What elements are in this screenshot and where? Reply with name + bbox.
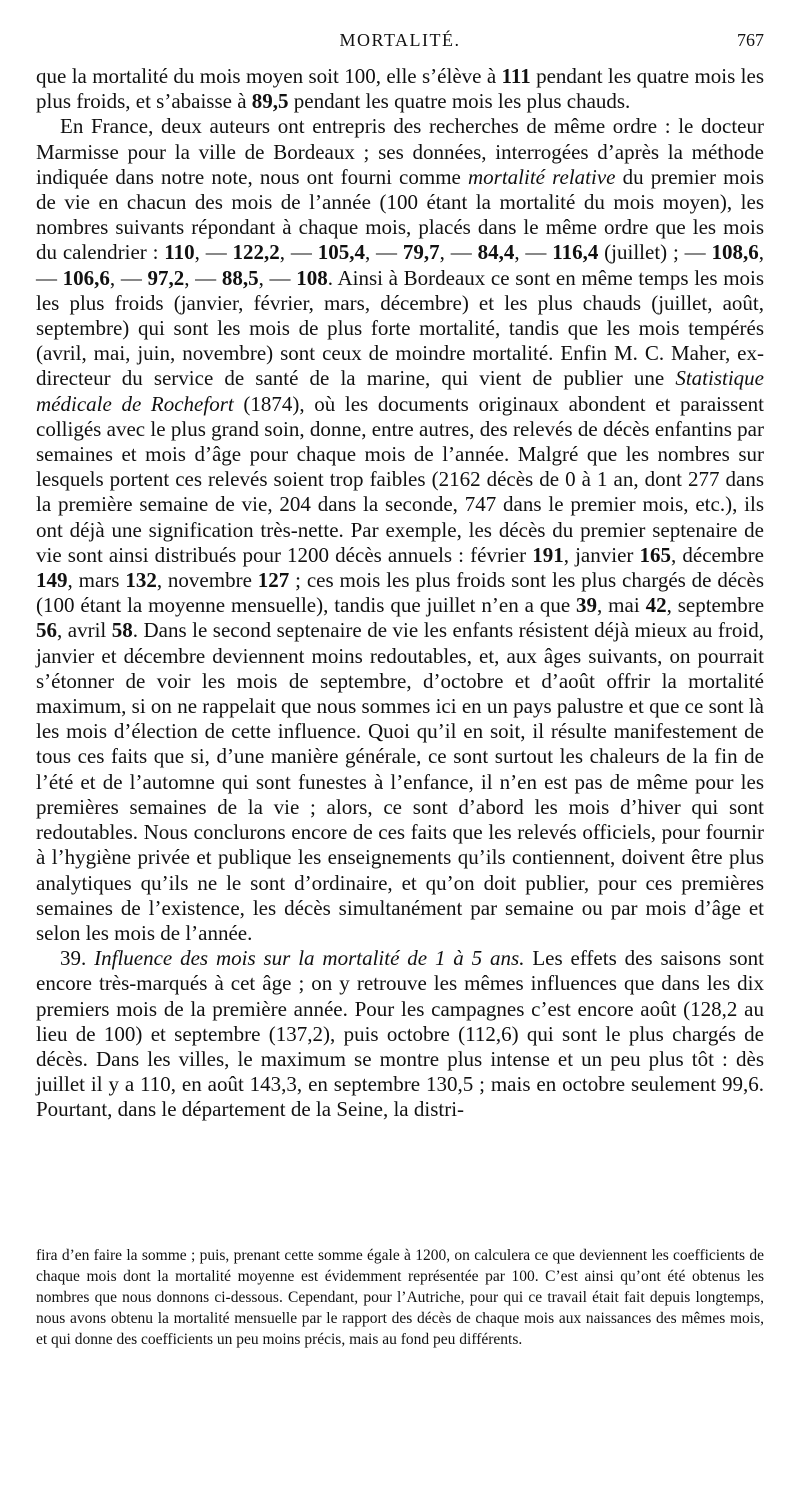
bordeaux-value: 108,6 (711, 240, 759, 265)
bordeaux-value: 84,4 (477, 240, 515, 265)
rochefort-value: 132 (125, 568, 157, 593)
bordeaux-value: 122,2 (232, 240, 280, 265)
separator: , — (109, 265, 148, 290)
separator: , — (279, 240, 318, 265)
separator: , — (184, 265, 222, 290)
paragraph-continuation (36, 64, 764, 114)
section-heading: Influence des mois sur la mortalité de 1 à 5 ans. (94, 946, 525, 971)
separator: , décembre (671, 542, 764, 567)
bordeaux-value: 108 (296, 265, 328, 290)
separator: . (327, 265, 333, 290)
emphasized-number: 111 (501, 64, 531, 88)
separator: , avril (57, 618, 112, 643)
separator: , — (194, 240, 233, 265)
running-title: MORTALITÉ. (339, 30, 461, 50)
rochefort-value: 39 (576, 593, 598, 618)
separator: , — (36, 240, 764, 290)
bordeaux-value: 110 (164, 240, 195, 265)
text-run: (1874), où les documents originaux abondent et paraissent colligés avec le plus grand soin, donne, entre autres, des relevés de décès enfantins par semaines et mois d’âge pour chaque mois de l’année. Malgré que les nombres sur lesquels portent ces relevés soient trop faibles (2162 décès de 0 à 1 an, dont 277 dans la première semaine de vie, 204 dans la seconde, 747 dans le premier mois, etc.), ils ont déjà une signification très-nette. Par exemple, les décès du premier septenaire de vie sont ainsi distribués pour 1200 décès annuels : février (36, 391, 764, 567)
bordeaux-value: 105,4 (317, 240, 365, 265)
separator: , mars (67, 568, 126, 593)
bordeaux-value: 106,6 (62, 265, 110, 290)
running-head (36, 30, 764, 56)
separator: , — (364, 240, 403, 265)
bordeaux-value: 88,5 (221, 265, 259, 290)
bordeaux-value: 79,7 (402, 240, 440, 265)
section-number: 39. (60, 946, 95, 971)
separator: , — (258, 265, 297, 290)
text-run: Ainsi à Bordeaux ce sont en même temps les mois les plus froids (janvier, février, mars, décembre) et les plus chauds (juillet, août, septembre) qui sont les mois de plus forte mortalité, tandis que les mois tempérés (avril, mai, juin, novembre) sont ceux de moindre mortalité. Enfin M. C. Maher, ex-directeur du service de santé de la marine, qui vient de publier une (36, 265, 765, 391)
separator: , novembre (156, 568, 258, 593)
text-run: que la mortalité du mois moyen soit 100, elle s’élève à (36, 64, 502, 88)
paragraph-france (36, 114, 764, 946)
footnote (36, 1245, 764, 1350)
paragraph-section-39 (36, 946, 764, 1122)
footnote-text: fira d’en faire la somme ; puis, prenant cette somme égale à 1200, on calculera ce que deviennent les coefficients de chaque mois dont la mortalité moyenne est évidemment représentée par 100. C’est ainsi qu’ont été obtenus les nombres que nous donnons ci-dessous. Cependant, pour l’Autriche, pour qui ce travail était fait depuis longtemps, nous avons obtenu la mortalité mensuelle par le rapport des décès de chaque mois aux naissances des mêmes mois, et qui donne des coefficients un peu moins précis, mais au fond peu différents. (36, 1247, 764, 1348)
separator: , — (514, 240, 553, 265)
text-run: En France, deux auteurs ont entrepris des recherches de même ordre : le docteur Marmisse pour la ville de Bordeaux ; ses données, interrogées d’après la méthode indiquée dans notre note, nous ont fourni comme (36, 114, 764, 189)
text-run: du premier mois de vie en chacun des mois de l’année (100 étant la mortalité du mois moyen), les nombres suivants répondant à chaque mois, placés dans le même ordre que les mois du calendrier : (36, 164, 764, 265)
text-run: Dans le second septenaire de vie les enfants résistent déjà mieux au froid, janvier et décembre deviennent moins redoutables, et, aux âges suivants, on pourrait s’étonner de voir les mois de septembre, d’octobre et d’août offrir la mortalité maximum, si on ne rappelait que nous sommes ici en un pays palustre et que ce sont là les mois d’élection de cette influence. Quoi qu’il en soit, il résulte manifestement de tous ces faits que si, d’une manière générale, ce sont surtout les chaleurs de la fin de l’été et de l’automne qui sont funestes à l’enfance, il n’en est pas de même pour les premières semaines de la vie ; alors, ce sont d’abord les mois d’hiver qui sont redoutables. Nous conclurons encore de ces faits que les relevés officiels, pour fournir à l’hygiène privée et publique les enseignements qu’ils contiennent, doivent être plus analytiques qu’ils ne le sont d’ordinaire, et qu’on doit publier, pour ces premières semaines de l’existence, les décès simultanément par semaine ou par mois d’âge et selon les mois de l’année. (36, 618, 765, 945)
rochefort-value: 191 (532, 542, 564, 567)
rochefort-value: 165 (639, 542, 672, 567)
rochefort-value: 149 (36, 568, 68, 593)
separator: ; ces mois les plus froids sont les plus chargés de décès (100 étant la moyenne mensuelle), tandis que juillet n’en a que (36, 568, 764, 618)
main-text (36, 64, 764, 1123)
page-number: 767 (737, 30, 764, 50)
rochefort-value: 127 (257, 568, 290, 593)
separator: , mai (597, 593, 646, 618)
bordeaux-value: 97,2 (147, 265, 185, 290)
separator: , janvier (563, 542, 640, 567)
italic-term: mortalité relative (468, 164, 616, 189)
rochefort-value: 56 (36, 618, 57, 643)
text-run: pendant les quatre mois les plus froids, et s’abaisse à (36, 64, 764, 114)
separator: (juillet) ; — (598, 240, 712, 265)
rochefort-value: 42 (645, 593, 667, 618)
text-run: pendant les quatre mois les plus chauds. (288, 89, 631, 114)
text-run: Les effets des saisons sont encore très-marqués à cet âge ; on y retrouve les mêmes influences que dans les dix premiers mois de la première année. Pour les campagnes c’est encore août (128,2 au lieu de 100) et septembre (137,2), puis octobre (112,6) qui sont le plus chargés de décès. Dans les villes, le maximum se montre plus intense et un peu plus tôt : dès juillet il y a 110, en août 143,3, en septembre 130,5 ; mais en octobre seulement 99,6. Pourtant, dans le département de la Seine, la distri- (36, 946, 765, 1122)
emphasized-number: 89,5 (251, 89, 289, 114)
separator: , — (439, 240, 478, 265)
bordeaux-value: 116,4 (552, 240, 599, 265)
separator: , septembre (666, 593, 765, 618)
italic-title: Statistique médicale de Rochefort (36, 366, 764, 416)
separator: . (132, 618, 138, 643)
rochefort-value: 58 (111, 618, 133, 643)
